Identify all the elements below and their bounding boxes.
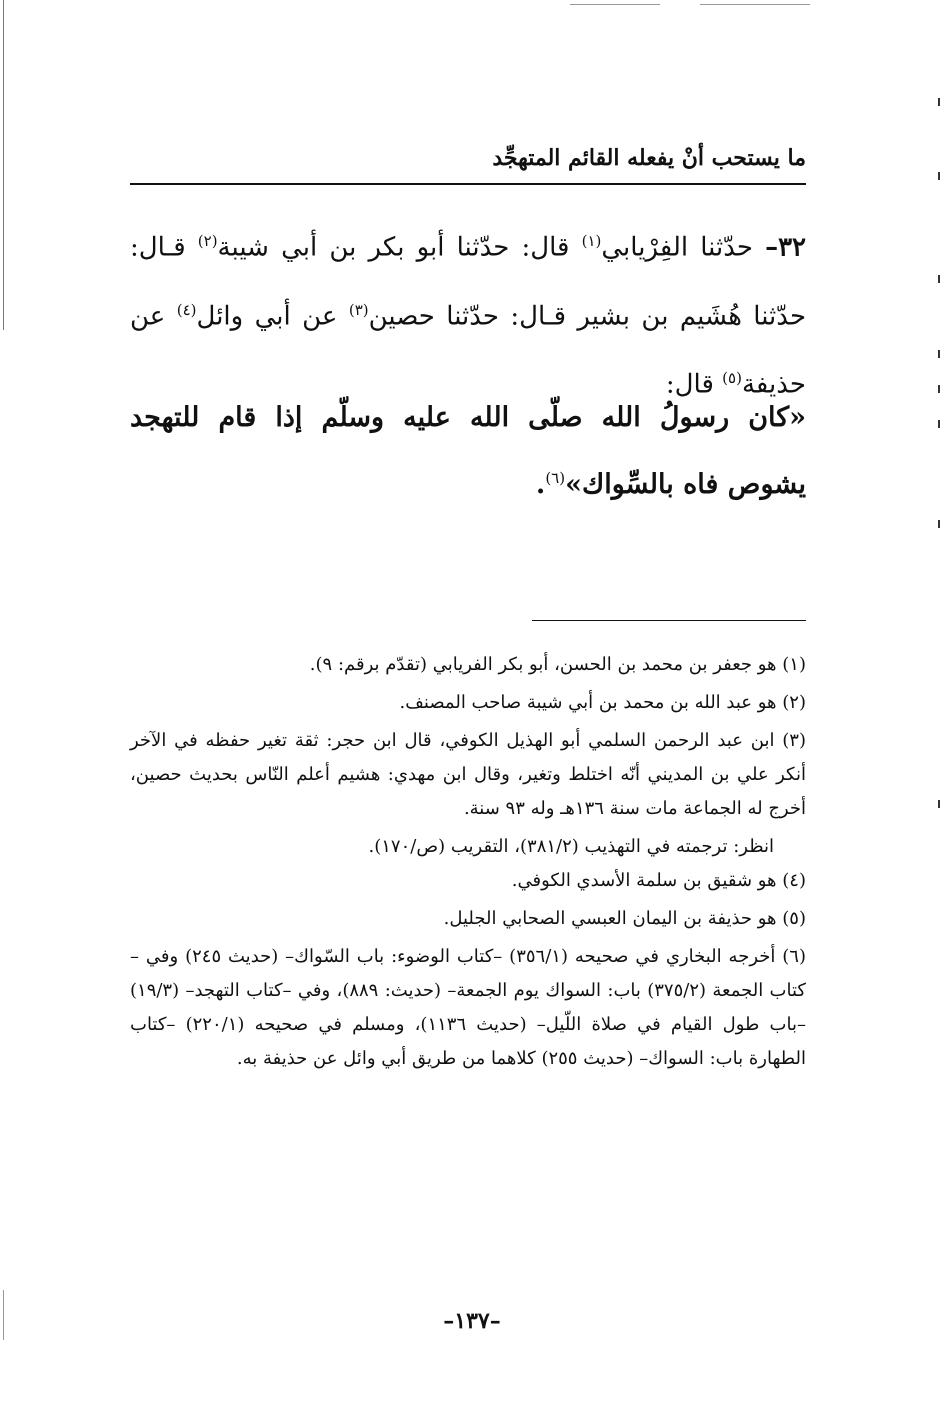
footnote-ref[interactable]: (١) (581, 232, 602, 250)
edge-mark (938, 350, 940, 358)
running-head: ما يستحب أنْ يفعله القائم المتهجِّد (492, 145, 806, 171)
scan-dash (570, 4, 660, 5)
footnote-ref[interactable]: (٦) (545, 469, 566, 487)
edge-mark (938, 800, 940, 808)
footnotes (130, 648, 806, 1080)
isnad-text: قال: حدّثنا أبو بكر بن أبي شيبة (217, 232, 570, 263)
page-edge-left (3, 0, 4, 330)
footnote-rule (532, 620, 806, 621)
hadith-matn (130, 388, 806, 515)
footnote-6: (٦) أخرجه البخاري في صحيحه (٣٥٦/١) –كتاب الوضوء: باب السّواك– (حديث ٢٤٥) وفي –كتاب الجمعة (٣٧٥/٢) باب: السواك يوم الجمعة– (حديث: ٨٨٩)، وفي –كتاب التهجد– (١٩/٣) –باب طول القيام في صلاة اللّيل– (حديث ١١٣٦)، ومسلم في صحيحه (٢٢٠/١) –كتاب الطهارة باب: السواك– (حديث ٢٥٥) كلاهما من طريق أبي وائل عن حذيفة به. (130, 946, 806, 1069)
edge-mark (938, 520, 940, 528)
footnote-ref[interactable]: (٣) (348, 300, 369, 319)
footnote-ref[interactable]: (٤) (176, 300, 197, 319)
footnote-2: (٢) هو عبد الله بن محمد بن أبي شيبة صاحب المصنف. (399, 692, 806, 713)
footnote-3-source: انظر: ترجمته في التهذيب (٣٨١/٢)، التقريب (ص/١٧٠). (368, 836, 774, 857)
footnote-3: (٣) ابن عبد الرحمن السلمي أبو الهذيل الكوفي، قال ابن حجر: ثقة تغير حفظه في الآخر أنكر علي بن المديني أنّه اختلط وتغير، وقال ابن مهدي: هشيم أعلم النّاس بحديث حصين، أخرج له الجماعة مات سنة ١٣٦هـ وله ٩٣ سنة. (130, 730, 806, 819)
footnote-1: (١) هو جعفر بن محمد بن الحسن، أبو بكر الفريابي (تقدّم برقم: ٩). (309, 654, 806, 675)
scan-dash (700, 4, 810, 5)
isnad-text: قال: (665, 369, 714, 400)
edge-mark (938, 98, 940, 106)
edge-mark (938, 420, 940, 428)
edge-mark (938, 172, 940, 180)
footnote-ref[interactable]: (٥) (722, 369, 742, 388)
isnad-text: قـال: حدّثنا هُشَيم بن بشير قـال: حدّثنا حصين (130, 232, 807, 332)
matn-end: . (535, 469, 546, 500)
isnad-text: عن أبي وائل (196, 301, 338, 332)
footnote-ref[interactable]: (٢) (197, 232, 218, 250)
isnad-text: عن حذيفة (130, 301, 806, 400)
footnote-4: (٤) هو شقيق بن سلمة الأسدي الكوفي. (511, 870, 806, 891)
hadith-number: ٣٢– (765, 232, 807, 263)
isnad-text: حدّثنا الفِرْيابي (601, 232, 753, 263)
edge-mark (938, 275, 940, 283)
matn-text: «كان رسولُ الله صلّى الله عليه وسلّم إذا قام للتهجد يشوص فاه بالسِّواك» (130, 402, 806, 500)
edge-mark (938, 385, 940, 393)
page-number: –١٣٧– (443, 1308, 501, 1334)
hadith-isnad (130, 210, 806, 416)
header-rule (130, 183, 806, 185)
footnote-5: (٥) هو حذيفة بن اليمان العبسي الصحابي الجليل. (443, 908, 806, 929)
